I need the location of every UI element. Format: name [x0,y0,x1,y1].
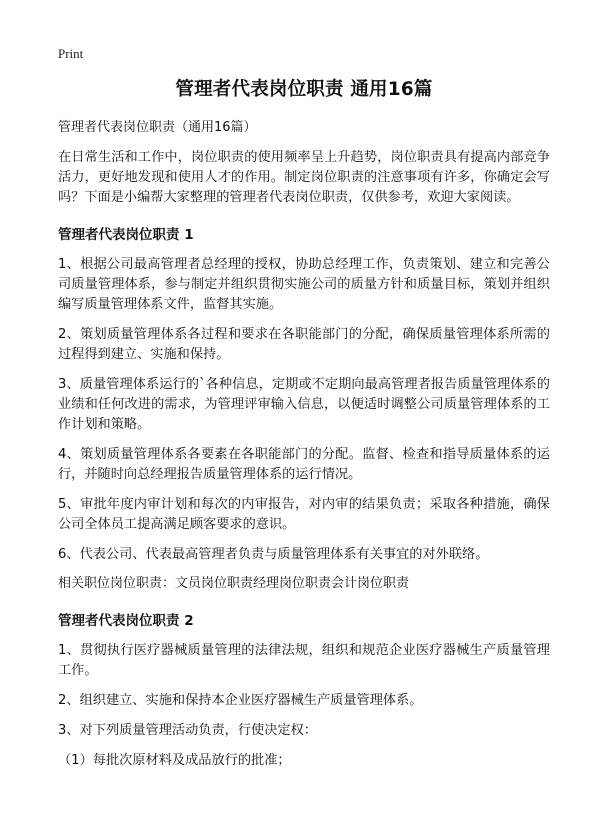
section1-item-2: 2、策划质量管理体系各过程和要求在各职能部门的分配，确保质量管理体系所需的过程得到建立、实施和保持。 [58,327,550,362]
section2-item-2: 2、组织建立、实施和保持本企业医疗器械生产质量管理体系。 [58,693,423,708]
section-heading-1: 管理者代表岗位职责 1 [58,227,194,243]
section2-item-1: 1、贯彻执行医疗器械质量管理的法律法规，组织和规范企业医疗器械生产质量管理工作。 [58,643,550,678]
section1-item-1: 1、根据公司最高管理者总经理的授权，协助总经理工作，负责策划、建立和完善公司质量管理体系，参与制定并组织贯彻实施公司的质量方针和质量目标，策划并组织编写质量管理体系文件，监督其实施。 [58,257,550,312]
related-positions-line[interactable]: 相关职位岗位职责：文员岗位职责经理岗位职责会计岗位职责 [58,576,410,591]
document-subtitle: 管理者代表岗位职责（通用16篇） [58,120,257,135]
section-heading-2: 管理者代表岗位职责 2 [58,613,194,629]
section1-item-5: 5、审批年度内审计划和每次的内审报告，对内审的结果负责；采取各种措施，确保公司全体员工提高满足顾客要求的意识。 [58,497,550,532]
print-link[interactable]: Print [58,46,84,61]
page-title: 管理者代表岗位职责 通用16篇 [175,79,433,100]
section1-item-3: 3、质量管理体系运行的`各种信息，定期或不定期向最高管理者报告质量管理体系的业绩和任何改进的需求，为管理评审输入信息，以便适时调整公司质量管理体系的工作计划和策略。 [58,377,550,432]
section2-item-4: （1）每批次原材料及成品放行的批准； [58,753,291,768]
intro-paragraph: 在日常生活和工作中，岗位职责的使用频率呈上升趋势，岗位职责具有提高内部竞争活力，更好地发现和使用人才的作用。制定岗位职责的注意事项有许多，你确定会写吗？下面是小编帮大家整理的管理者代表岗位职责，仅供参考，欢迎大家阅读。 [58,150,550,205]
section1-item-4: 4、策划质量管理体系各要素在各职能部门的分配。监督、检查和指导质量体系的运行，并随时向总经理报告质量管理体系的运行情况。 [58,447,550,482]
section1-item-6: 6、代表公司、代表最高管理者负责与质量管理体系有关事宜的对外联络。 [58,547,489,562]
section2-item-3: 3、对下列质量管理活动负责，行使决定权： [58,723,317,738]
